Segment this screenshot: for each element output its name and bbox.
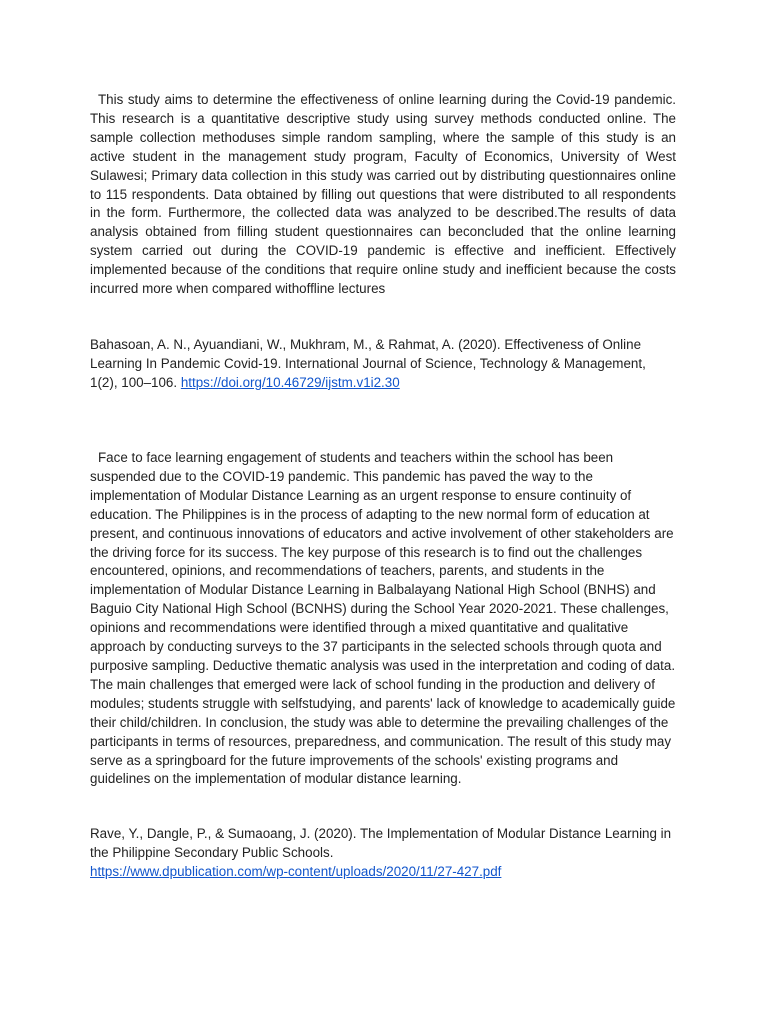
doi-link[interactable]: https://doi.org/10.46729/ijstm.v1i2.30: [180, 374, 400, 390]
abstract-paragraph-modular-distance-learning: Face to face learning engagement of students and teachers within the school has been suspended due to the COVID-19 pandemic. This pandemic has paved the way to the implementation of Modular Distance Learning as an urgent response to ensure continuity of education. The Philippines is in the process of adapting to the new normal form of education at present, and continuous innovations of educators and active involvement of other stakeholders are the driving force for its success. The key purpose of this research is to find out the challenges encountered, opinions, and recommendations of teachers, parents, and students in the implementation of Modular Distance Learning in Balbalayang National High School (BNHS) and Baguio City National High School (BCNHS) during the School Year 2020-2021. These challenges, opinions and recommendations were identified through a mixed quantitative and qualitative approach by conducting surveys to the 37 participants in the selected schools through quota and purposive sampling. Deductive thematic analysis was used in the interpretation and coding of data. The main challenges that emerged were lack of school funding in the production and delivery of modules; students struggle with selfstudying, and parents' lack of knowledge to academically guide their child/children. In conclusion, the study was able to determine the prevailing challenges of the participants in terms of resources, preparedness, and communication. The result of this study may serve as a springboard for the future improvements of the schools' existing programs and guidelines on the implementation of modular distance learning.: [90, 450, 676, 787]
abstract-paragraph-online-learning: This study aims to determine the effectiveness of online learning during the Covid-19 pandemic. This research is a quantitative descriptive study using survey methods conducted online. The sample collection methoduses simple random sampling, where the sample of this study is an active student in the management study program, Faculty of Economics, University of West Sulawesi; Primary data collection in this study was carried out by distributing questionnaires online to 115 respondents. Data obtained by filling out questions that were distributed to all respondents in the form. Furthermore, the collected data was analyzed to be described.The results of data analysis obtained from filling student questionnaires can beconcluded that the online learning system carried out during the COVID-19 pandemic is effective and inefficient. Effectively implemented because of the conditions that require online study and inefficient because the costs incurred more when compared withoffline lectures: [90, 92, 676, 297]
citation-text: Rave, Y., Dangle, P., & Sumaoang, J. (2020). The Implementation of Modular Distance Learning in the Philippine Secondary Public Schools.: [90, 826, 672, 860]
citation-text: Bahasoan, A. N., Ayuandiani, W., Mukhram, M., & Rahmat, A. (2020). Effectiveness of Online Learning In Pandemic Covid-19. International Journal of Science, Technology & Management, 1(2), 100–106.: [90, 337, 646, 390]
citation-rave-2020: [90, 825, 676, 882]
citation-bahasoan-2020: [90, 336, 676, 393]
pdf-link[interactable]: https://www.dpublication.com/wp-content/uploads/2020/11/27-427.pdf: [90, 863, 502, 879]
